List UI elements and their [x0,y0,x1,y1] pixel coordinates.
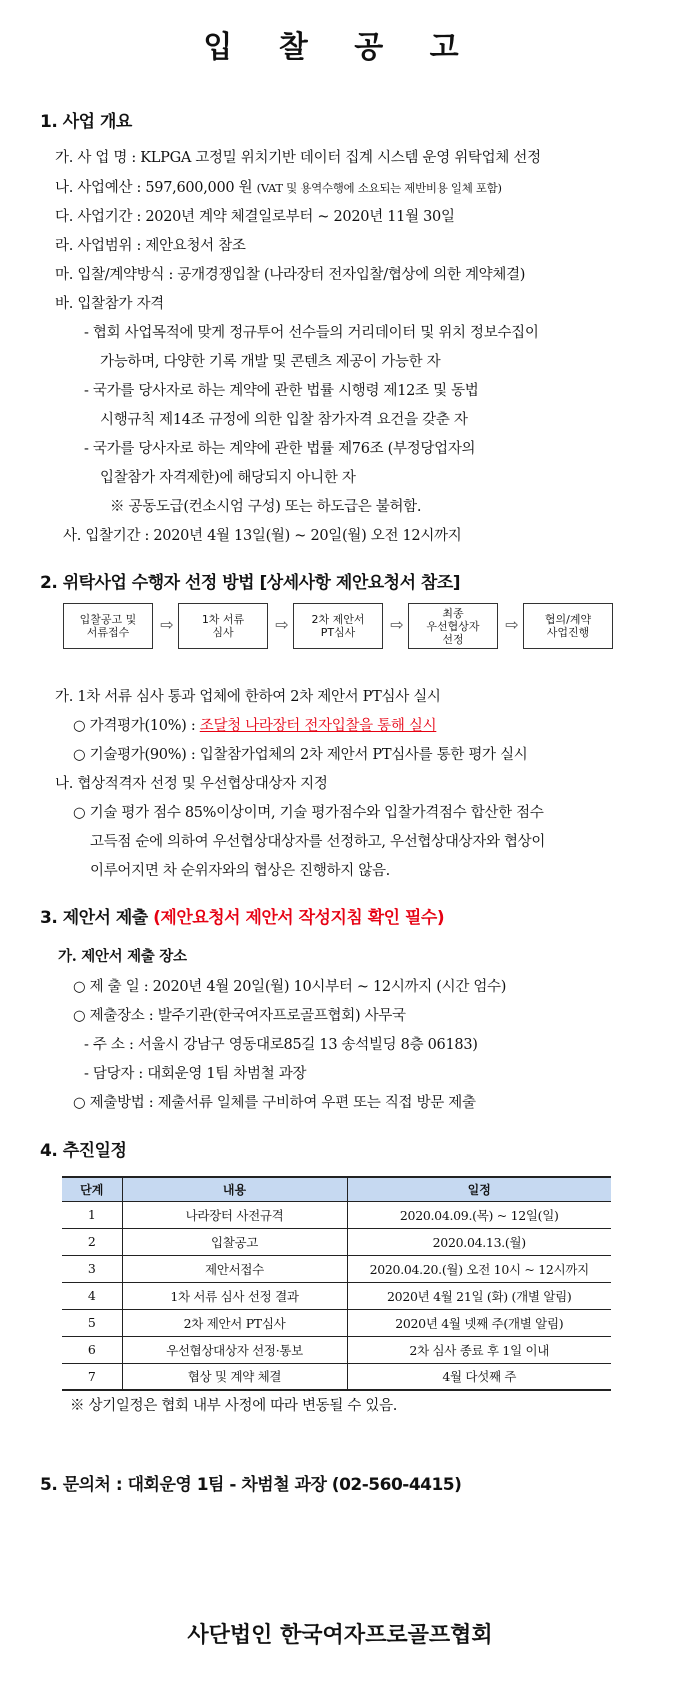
table-row [62,1336,611,1363]
cell-stage: 7 [62,1363,122,1390]
organization-name: 사단법인 한국여자프로골프협회 [187,1622,493,1648]
cell-content: 제안서접수 [122,1255,347,1282]
cell-schedule: 2차 심사 종료 후 1일 이내 [347,1336,611,1363]
section-5-heading: 5. 문의처 : 대회운영 1팀 - 차범철 과장 (02-560-4415) [40,1475,462,1495]
s1-method: 마. 입찰/계약방식 : 공개경쟁입찰 (나라장터 전자입찰/협상에 의한 계약체결) [55,267,526,283]
s2-first-review: 가. 1차 서류 심사 통과 업체에 한하여 2차 제안서 PT심사 실시 [55,689,441,705]
section-2-heading: 2. 위탁사업 수행자 선정 방법 [상세사항 제안요청서 참조] [40,573,461,593]
s3-date: ○ 제 출 일 : 2020년 4월 20일(월) 10시부터 ~ 12시까지 (시간 엄수) [73,979,507,995]
cell-stage: 2 [62,1228,122,1255]
s1-budget [55,176,502,197]
cell-content: 협상 및 계약 체결 [122,1363,347,1390]
header-stage: 단계 [62,1177,122,1201]
cell-schedule: 2020년 4월 넷째 주(개별 알림) [347,1309,611,1336]
schedule-table [62,1176,611,1391]
s1-qual-1a: - 협회 사업목적에 맞게 정규투어 선수들의 거리데이터 및 위치 정보수집이 [84,325,539,341]
s1-project-name: 가. 사 업 명 : KLPGA 고정밀 위치기반 데이터 집계 시스템 운영 위탁업체 선정 [55,150,541,166]
cell-schedule: 2020.04.20.(월) 오전 10시 ~ 12시까지 [347,1255,611,1282]
section-1-heading: 1. 사업 개요 [40,112,132,132]
table-row [62,1282,611,1309]
s3-contact-person: - 담당자 : 대회운영 1팀 차범철 과장 [84,1066,307,1082]
cell-schedule: 2020년 4월 21일 (화) (개별 알림) [347,1282,611,1309]
s3-place-heading: 가. 제안서 제출 장소 [58,948,187,965]
s1-scope: 라. 사업범위 : 제안요청서 참조 [55,238,246,254]
s2-price-value: 조달청 나라장터 전자입찰을 통해 실시 [199,718,437,734]
s1-bid-period: 사. 입찰기간 : 2020년 4월 13일(월) ~ 20일(월) 오전 12시까지 [63,528,462,544]
s1-period: 다. 사업기간 : 2020년 계약 체결일로부터 ~ 2020년 11월 30일 [55,209,455,225]
s1-budget-main: 나. 사업예산 : 597,600,000 원 [55,180,257,196]
s4-note: ※ 상기일정은 협회 내부 사정에 따라 변동될 수 있음. [70,1398,398,1414]
s1-qual-2a: - 국가를 당사자로 하는 계약에 관한 법률 시행령 제12조 및 동법 [84,383,479,399]
section-4-heading: 4. 추진일정 [40,1141,127,1161]
s2-tech-eval: ○ 기술평가(90%) : 입찰참가업체의 2차 제안서 PT심사를 통한 평가 실시 [73,747,528,763]
cell-content: 1차 서류 심사 선정 결과 [122,1282,347,1309]
table-row [62,1363,611,1390]
cell-stage: 4 [62,1282,122,1309]
cell-stage: 5 [62,1309,122,1336]
cell-stage: 3 [62,1255,122,1282]
cell-content: 2차 제안서 PT심사 [122,1309,347,1336]
s2-criteria-1: ○ 기술 평가 점수 85%이상이며, 기술 평가점수와 입찰가격점수 합산한 점수 [73,805,544,821]
table-row [62,1228,611,1255]
table-header-row [62,1177,611,1201]
flow-arrow-icon: ⇨ [160,615,174,634]
s1-qual-3a: - 국가를 당사자로 하는 계약에 관한 법률 제76조 (부정당업자의 [84,441,476,457]
cell-schedule: 2020.04.09.(목) ~ 12일(일) [347,1201,611,1228]
s2-criteria-3: 이루어지면 차 순위자와의 협상은 진행하지 않음. [90,863,390,879]
flow-step-4: 최종 우선협상자 선정 [408,603,498,649]
cell-schedule: 4월 다섯째 주 [347,1363,611,1390]
section-3-heading [40,903,444,928]
flow-step-3: 2차 제안서 PT심사 [293,603,383,649]
s1-note: ※ 공동도급(컨소시엄 구성) 또는 하도급은 불허함. [110,499,422,515]
cell-content: 우선협상대상자 선정·통보 [122,1336,347,1363]
s2-negotiation: 나. 협상적격자 선정 및 우선협상대상자 지정 [55,776,328,792]
header-content: 내용 [122,1177,347,1201]
flow-step-5: 협의/계약 사업진행 [523,603,613,649]
s2-price-label: ○ 가격평가(10%) : [73,718,200,734]
table-row [62,1309,611,1336]
flow-step-2: 1차 서류 심사 [178,603,268,649]
s3-address: - 주 소 : 서울시 강남구 영동대로85길 13 송석빌딩 8층 06183) [84,1037,478,1053]
s1-qual-1b: 가능하며, 다양한 기록 개발 및 콘텐츠 제공이 가능한 자 [100,354,441,370]
s1-qualification: 바. 입찰참가 자격 [55,296,164,312]
s2-criteria-2: 고득점 순에 의하여 우선협상대상자를 선정하고, 우선협상대상자와 협상이 [90,834,546,850]
flow-step-1: 입찰공고 및 서류접수 [63,603,153,649]
s1-qual-2b: 시행규칙 제14조 규정에 의한 입찰 참가자격 요건을 갖춘 자 [100,412,468,428]
cell-content: 나라장터 사전규격 [122,1201,347,1228]
cell-schedule: 2020.04.13.(월) [347,1228,611,1255]
section-3-title: 3. 제안서 제출 [40,908,154,928]
flow-arrow-icon: ⇨ [275,615,289,634]
cell-stage: 1 [62,1201,122,1228]
cell-content: 입찰공고 [122,1228,347,1255]
table-row [62,1201,611,1228]
cell-stage: 6 [62,1336,122,1363]
flow-arrow-icon: ⇨ [505,615,519,634]
header-schedule: 일정 [347,1177,611,1201]
table-row [62,1255,611,1282]
process-flow [63,603,615,651]
s1-qual-3b: 입찰참가 자격제한)에 해당되지 아니한 자 [100,470,356,486]
section-3-warning: (제안요청서 제안서 작성지침 확인 필수) [153,908,445,928]
flow-arrow-icon: ⇨ [390,615,404,634]
s2-price-eval [73,714,436,735]
s3-submission-method: ○ 제출방법 : 제출서류 일체를 구비하여 우편 또는 직접 방문 제출 [73,1095,476,1111]
document-title: 입 찰 공 고 [203,30,477,65]
s3-place: ○ 제출장소 : 발주기관(한국여자프로골프협회) 사무국 [73,1008,406,1024]
s1-budget-note: (VAT 및 용역수행에 소요되는 제반비용 일체 포함) [256,181,502,195]
